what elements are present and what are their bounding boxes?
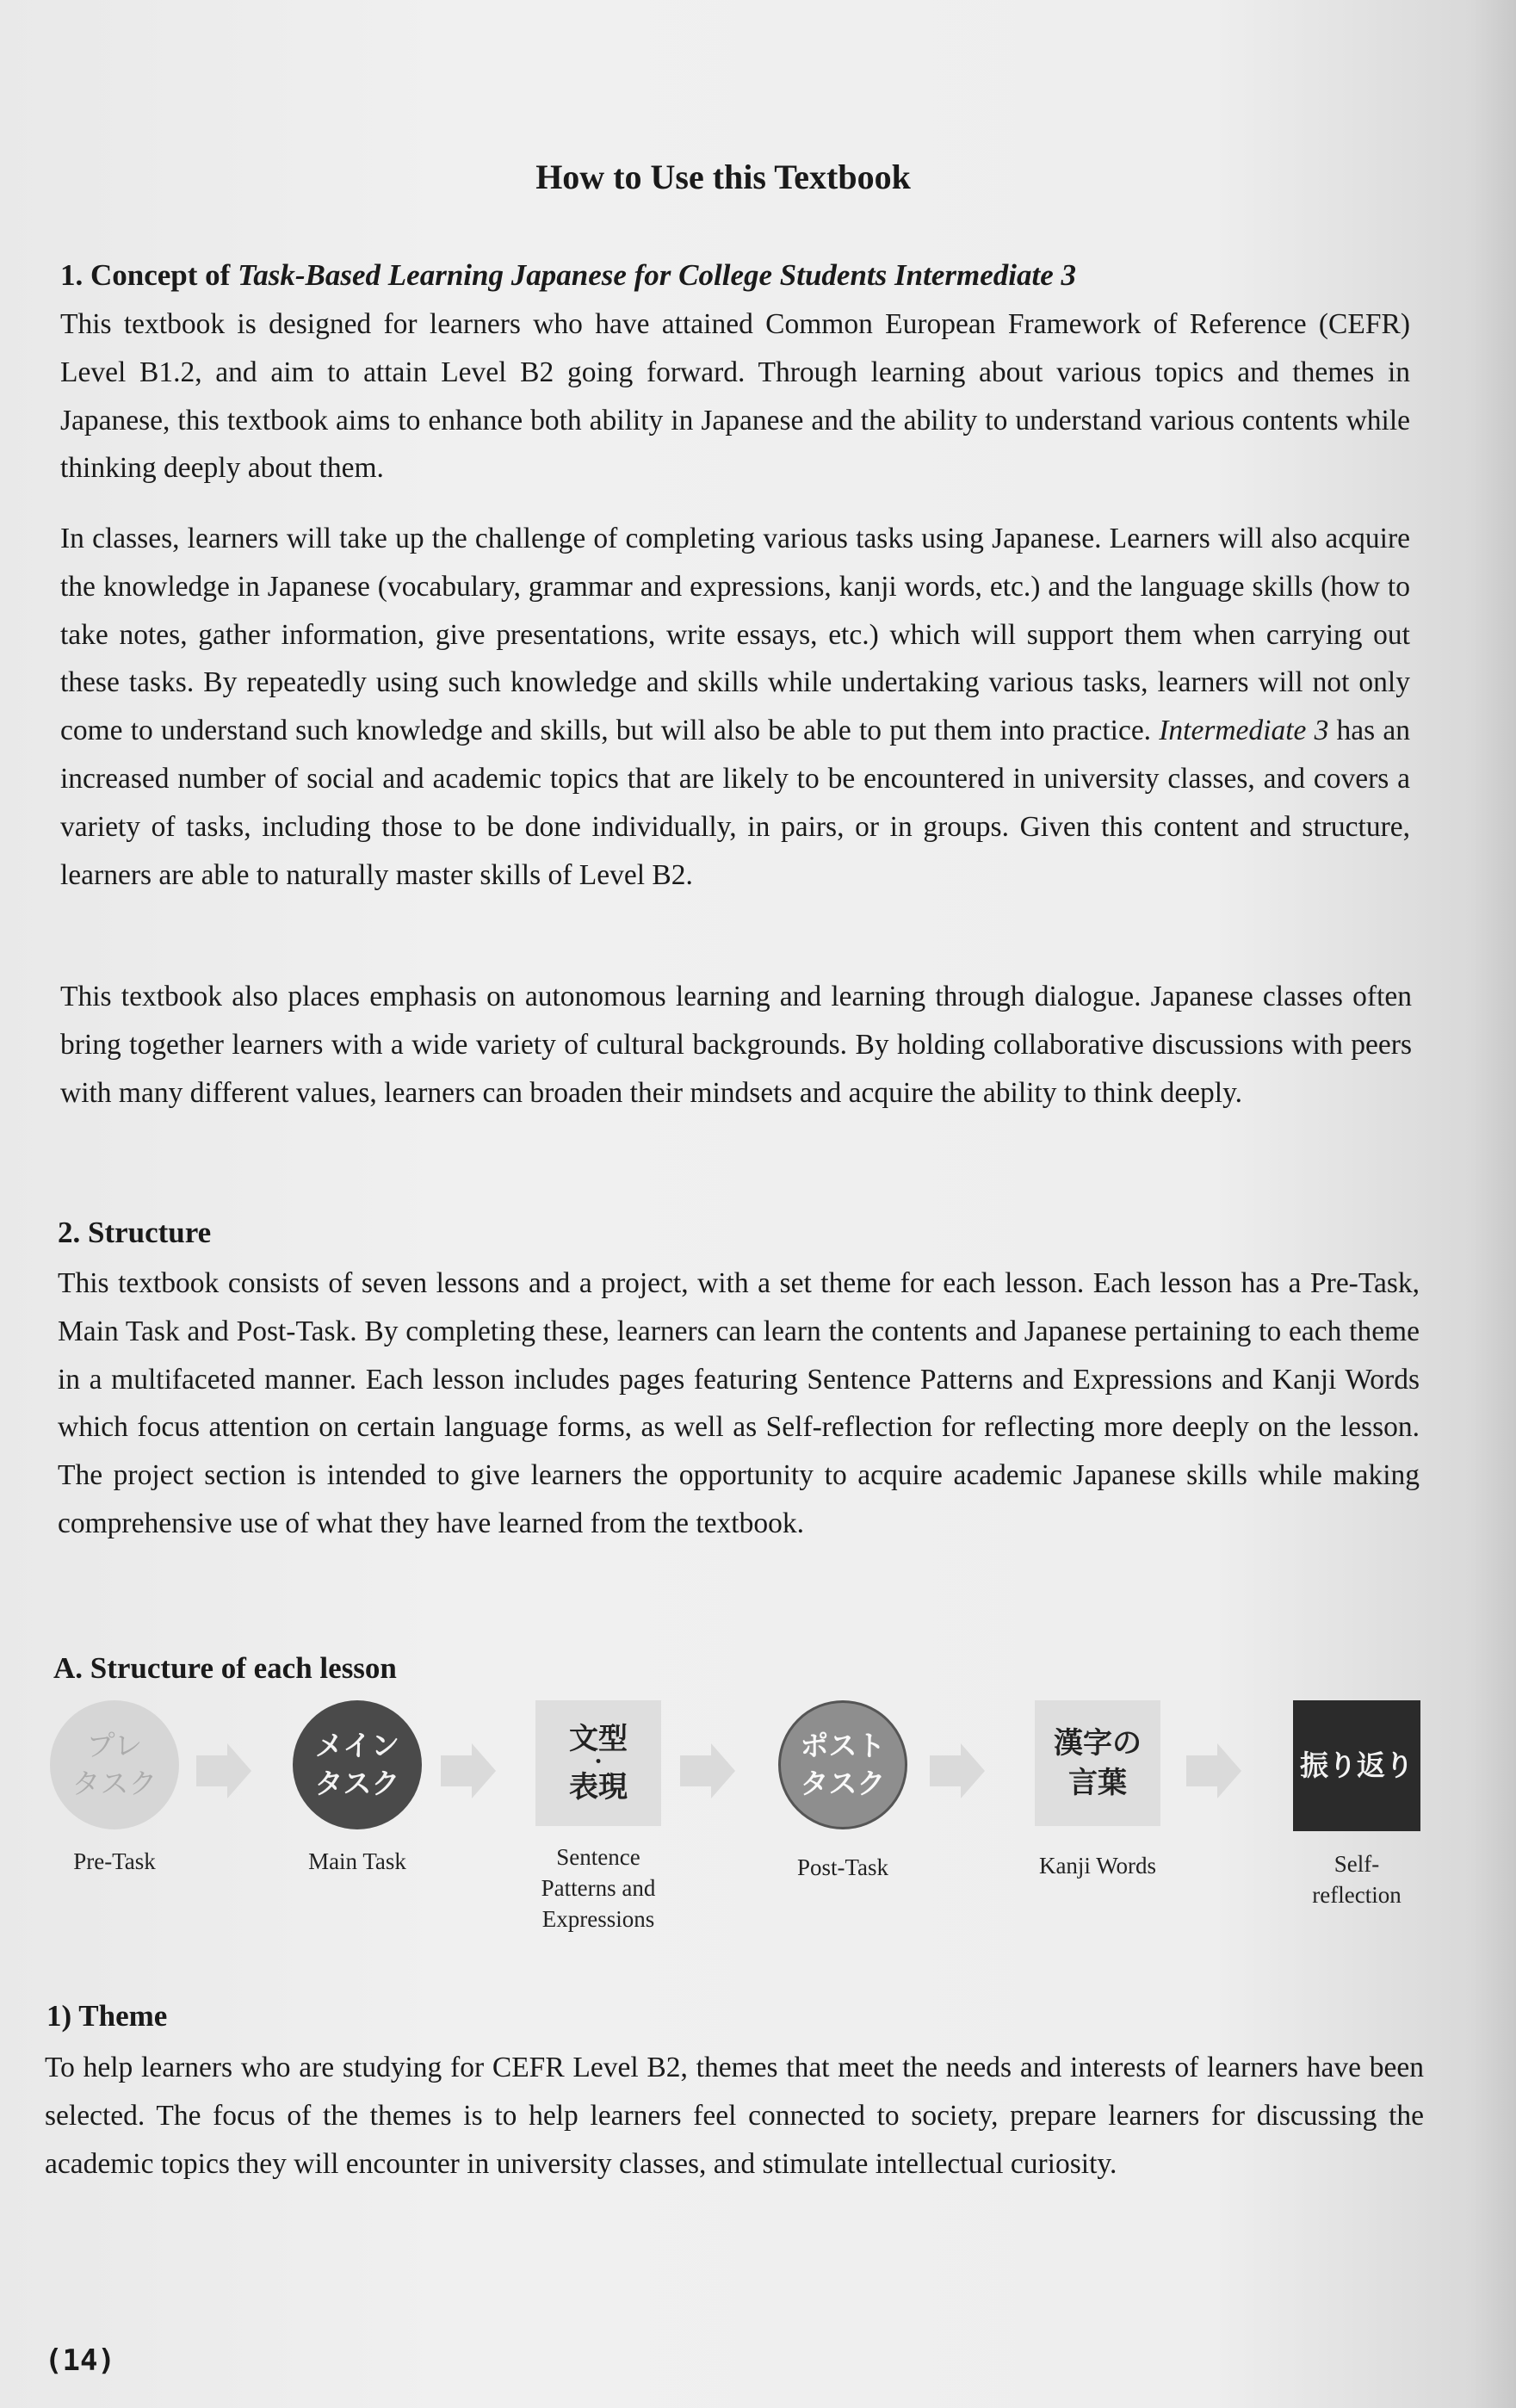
main-task-icon — [293, 1700, 422, 1829]
section-1-paragraph-3: This textbook also places emphasis on autonomous learning and learning through dialogue. Japanese classes often bring together learners with a wide variety of cultural backgrounds. By holding collaborative discussions with peers with many different values, learners can broaden their mindsets and acquire the ability to think deeply. — [60, 981, 1412, 1109]
sentence-patterns-label — [525, 1842, 671, 1934]
self-reflection-label-line-2: reflection — [1312, 1882, 1402, 1908]
sentence-patterns-icon — [535, 1700, 661, 1826]
sentence-patterns-icon-line-1: 文型 — [569, 1722, 628, 1756]
kanji-words-label: Kanji Words — [1038, 1853, 1157, 1879]
section-1-paragraph-1: This textbook is designed for learners who have attained Common European Framework of Reference (CEFR) Level B1.2, and aim to attain Level B2 going forward. Through learning about various topics and themes in Japanese, this textbook aims to enhance both ability in Japanese and the ability to understand various contents while thinking deeply about them. — [60, 308, 1410, 485]
self-reflection-label-line-1: Self- — [1333, 1851, 1380, 1877]
step-pre-task — [50, 1700, 179, 1877]
main-task-icon-line-2: タスク — [314, 1767, 400, 1800]
pre-task-icon — [50, 1700, 179, 1829]
post-task-label: Post-Task — [796, 1854, 889, 1880]
section-2-paragraph-1: This textbook consists of seven lessons and a project, with a set theme for each lesson. Each lesson has a Pre-Task, Main Task and Post-Task. By completing these, learners can learn the contents and Japanese pertaining to each theme in a multifaceted manner. Each lesson includes pages featuring Sentence Patterns and Expressions and Kanji Words which focus attention on certain language forms, as well as Self-reflection for reflecting more deeply on the lesson. The project section is intended to give learners the opportunity to acquire academic Japanese skills while making comprehensive use of what they have learned from the textbook. — [58, 1267, 1420, 1539]
pre-task-icon-line-1: プレ — [86, 1729, 143, 1762]
step-main-task — [293, 1700, 422, 1877]
post-task-icon — [778, 1700, 907, 1829]
kanji-words-icon-line-1: 漢字の — [1054, 1726, 1142, 1761]
section-1-paragraph-2-part-b: has an increased number of social and academic topics that are likely to be encountered in university classes, and covers a variety of tasks, including those to be done individually, in pairs, or in groups. Given this content and structure, learners are able to naturally master skills of Level B2. — [60, 715, 1411, 891]
sentence-patterns-icon-line-2: 表現 — [569, 1770, 628, 1804]
self-reflection-icon — [1293, 1700, 1420, 1831]
kanji-words-icon-line-2: 言葉 — [1068, 1766, 1127, 1800]
section-1-heading-prefix: 1. Concept of — [60, 258, 238, 292]
post-task-icon-line-2: タスク — [800, 1767, 886, 1800]
self-reflection-label — [1288, 1848, 1426, 1910]
book-title: Task-Based Learning Japanese for College Students Intermediate 3 — [238, 258, 1076, 292]
kanji-words-icon — [1035, 1700, 1160, 1826]
step-self-reflection — [1288, 1700, 1426, 1910]
theme-paragraph: To help learners who are studying for CEFR Level B2, themes that meet the needs and interests of learners have been selected. The focus of the themes is to help learners feel connected to society, prepare learners for discussing the academic topics they will encounter in university classes, and stimulate intellectual curiosity. — [45, 2052, 1424, 2180]
page-title: How to Use this Textbook — [535, 158, 911, 196]
subsection-a-heading: A. Structure of each lesson — [53, 1651, 397, 1685]
section-1-heading — [60, 255, 1076, 296]
section-1-paragraph-2-part-a: In classes, learners will take up the challenge of completing various tasks using Japanese. Learners will also acquire the knowledge in Japanese (vocabulary, grammar and expressions, kanji words, etc.) and the language skills (how to take notes, gather information, give presentations, write essays, etc.) which will support them when carrying out these tasks. By repeatedly using such knowledge and skills while undertaking various tasks, learners will not only come to understand such knowledge and skills, but will also be able to put them into practice. — [60, 523, 1410, 747]
pre-task-icon-line-2: タスク — [71, 1767, 158, 1800]
lesson-structure-flow — [0, 1700, 1516, 1959]
sentence-patterns-label-line-3: Expressions — [541, 1906, 655, 1932]
step-kanji-words — [1024, 1700, 1171, 1881]
main-task-label: Main Task — [308, 1848, 406, 1874]
pre-task-label: Pre-Task — [73, 1848, 156, 1874]
sentence-patterns-label-line-2: Patterns and — [541, 1875, 656, 1901]
step-post-task — [778, 1700, 907, 1883]
step-sentence-patterns — [525, 1700, 671, 1934]
section-1-paragraph-2-italic: Intermediate 3 — [1159, 715, 1329, 747]
theme-heading: 1) Theme — [46, 1999, 168, 2033]
page-number: (14) — [45, 2343, 115, 2378]
main-task-icon-line-1: メイン — [314, 1729, 400, 1762]
sentence-patterns-label-line-1: Sentence — [556, 1844, 640, 1870]
section-1-paragraph-2 — [60, 515, 1410, 899]
post-task-icon-line-1: ポスト — [800, 1729, 886, 1762]
section-2-heading: 2. Structure — [58, 1216, 212, 1249]
self-reflection-icon-text: 振り返り — [1300, 1749, 1414, 1782]
sentence-patterns-icon-dot: ・ — [588, 1752, 608, 1774]
